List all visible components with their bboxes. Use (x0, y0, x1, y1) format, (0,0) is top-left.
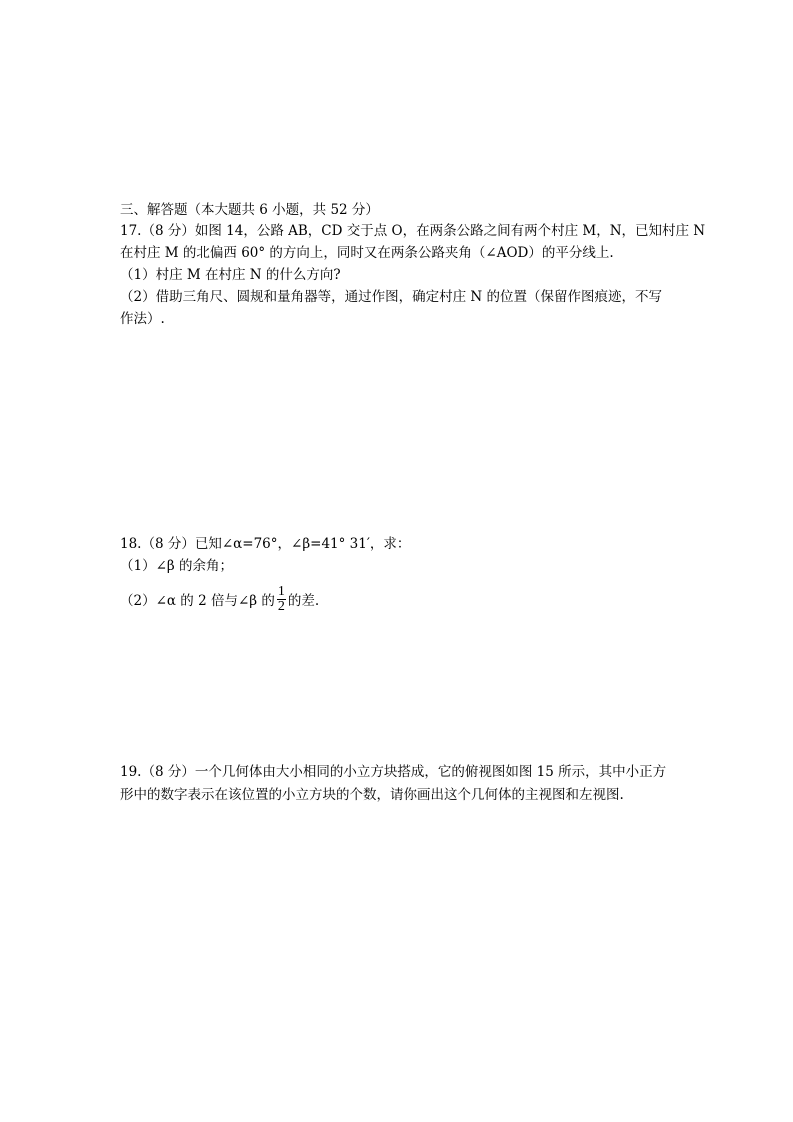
q17-part-1: （1）村庄 M 在村庄 N 的什么方向? (120, 267, 341, 283)
fraction-numerator: 1 (277, 584, 285, 599)
one-half-fraction (277, 585, 286, 614)
q19-text-line-2: 形中的数字表示在该位置的小立方块的个数，请你画出这个几何体的主视图和左视图. (120, 787, 624, 803)
q18-part-2 (120, 584, 320, 616)
q17-text-line-2: 在村庄 M 的北偏西 60° 的方向上，同时又在两条公路夹角（∠AOD）的平分线上. (120, 245, 614, 261)
section-heading: 三、解答题（本大题共 6 小题，共 52 分） (120, 202, 379, 218)
q17-part-2-line-1: （2）借助三角尺、圆规和量角器等，通过作图，确定村庄 N 的位置（保留作图痕迹，不写 (120, 289, 662, 305)
q17-text-line-1: 17.（8 分）如图 14，公路 AB，CD 交于点 O，在两条公路之间有两个村庄 M，N，已知村庄 N (120, 223, 706, 239)
q18-part-2-text-after: 的差. (287, 593, 320, 609)
q18-text-line-1: 18.（8 分）已知∠α=76°，∠β=41° 31′，求： (120, 536, 411, 552)
q18-part-2-text-before: （2）∠α 的 2 倍与∠β 的 (120, 593, 275, 609)
fraction-denominator: 2 (277, 599, 285, 614)
q17-part-2-line-2: 作法）. (120, 311, 165, 327)
q18-part-1: （1）∠β 的余角； (120, 558, 233, 574)
q19-text-line-1: 19.（8 分）一个几何体由大小相同的小立方块搭成，它的俯视图如图 15 所示，其中小正方 (120, 764, 667, 780)
